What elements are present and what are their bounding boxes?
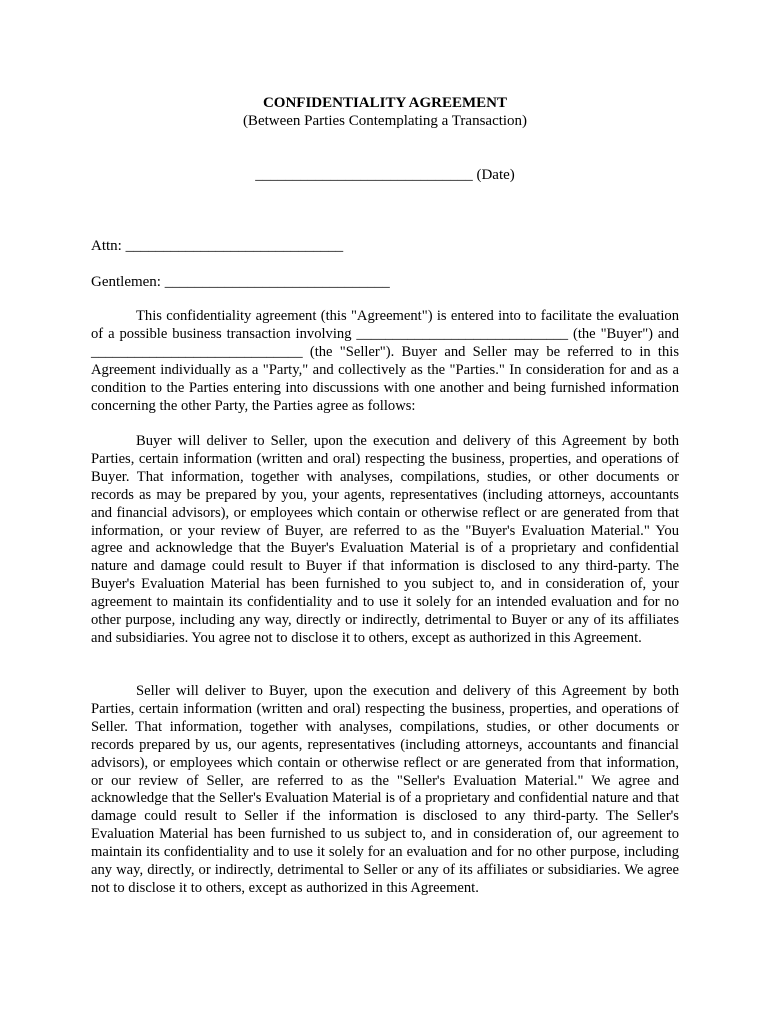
attn-line: Attn: _____________________________	[91, 238, 344, 254]
paragraph-seller-evaluation-material: Seller will deliver to Buyer, upon the execution and delivery of this Agreement by both Parties, certain information (written and oral) respecting the business, properties, and operations of Seller. That information, together with analyses, compilations, studies, or other documents or records prepared by us, our agents, representatives (including attorneys, accountants and financial advisors), or employees which contain or otherwise reflect or are generated from that information, or our review of Seller, are referred to as the "Seller's Evaluation Material." We agree and acknowledge that the Seller's Evaluation Material is of a proprietary and confidential nature and that damage could result to Seller if the information is disclosed to any third-party. The Seller's Evaluation Material has been furnished to us subject to, and in consideration of, our agreement to maintain its confidentiality and to use it solely for an evaluation and for no other purpose, including any way, directly, or indirectly, detrimental to Seller or any of its affiliates or subsidiaries. We agree not to disclose it to others, except as authorized in this Agreement.	[91, 683, 679, 896]
salutation-line: Gentlemen: ______________________________	[91, 274, 390, 290]
date-line: _____________________________ (Date)	[255, 167, 515, 183]
paragraph-introduction: This confidentiality agreement (this "Agreement") is entered into to facilitate the evaluation of a possible business transaction involving _____________________________ (the "Buyer") and _____________________________ (the "Seller"). Buyer and Seller may be referred to in this Agreement individually as a "Party," and collectively as the "Parties." In consideration for and as a condition to the Parties entering into discussions with one another and being furnished information concerning the other Party, the Parties agree as follows:	[91, 308, 679, 414]
document-title: CONFIDENTIALITY AGREEMENT	[262, 95, 508, 111]
document-subtitle: (Between Parties Contemplating a Transaction)	[242, 113, 528, 129]
paragraph-buyer-evaluation-material: Buyer will deliver to Seller, upon the execution and delivery of this Agreement by both Parties, certain information (written and oral) respecting the business, properties, and operations of Buyer. That information, together with analyses, compilations, studies, or other documents or records as may be prepared by you, your agents, representatives (including attorneys, accountants and financial advisors), or employees which contain or otherwise reflect or are generated from that information, or your review of Buyer, are referred to as the "Buyer's Evaluation Material." You agree and acknowledge that the Buyer's Evaluation Material is of a proprietary and confidential nature and damage could result to Buyer if that information is disclosed to any third-party. The Buyer's Evaluation Material has been furnished to you subject to, and in consideration of, your agreement to maintain its confidentiality and to use it solely for an intended evaluation and for no other purpose, including any way, directly or indirectly, detrimental to Buyer or any of its affiliates and subsidiaries. You agree not to disclose it to others, except as authorized in this Agreement.	[91, 433, 679, 646]
